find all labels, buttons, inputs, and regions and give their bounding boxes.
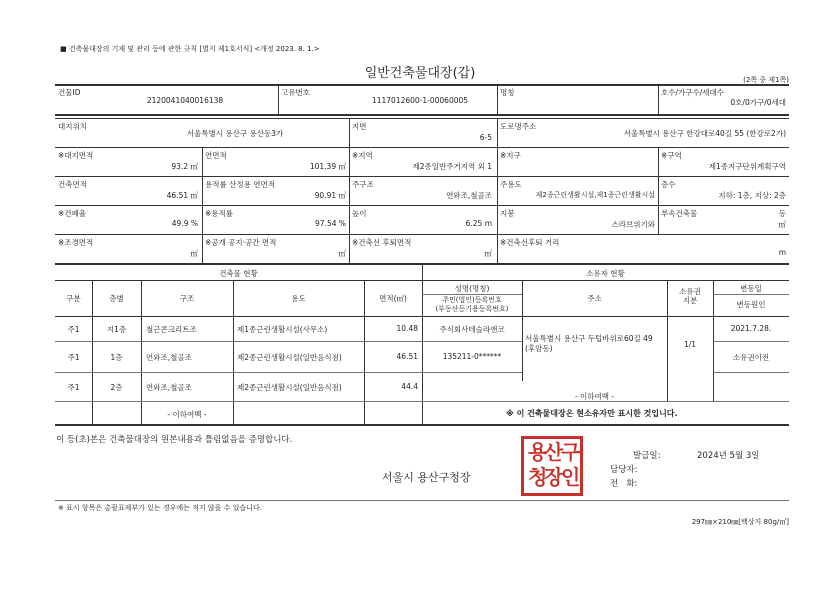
issue-date: 2024년 5월 3일 <box>697 451 760 461</box>
site-location-label: 대지위치 <box>58 122 87 131</box>
col-floor: 층별 <box>109 294 124 303</box>
owner-note: ※ 이 건축물대장은 현소유자만 표시한 것입니다. <box>506 409 678 418</box>
owner-name: 주식회사테슬라앤코 <box>439 325 505 334</box>
main-use: 제2종근린생활시설,제1종근린생활시설 <box>535 191 655 199</box>
row2-use: 제2종근린생활시설(일반음식점) <box>237 353 342 362</box>
col-change-reason: 변동원인 <box>736 300 766 309</box>
open-space-label: ※공개 공지·공간 면적 <box>205 238 277 247</box>
households: 0호/0가구/0세대 <box>730 98 786 107</box>
road-address-label: 도로명주소 <box>500 122 537 131</box>
building-id: 2120041040016138 <box>146 96 224 105</box>
total-floor-area-label: 연면적 <box>205 151 227 160</box>
road-address: 서울특별시 용산구 한강대로40길 55 (한강로2가) <box>623 129 786 138</box>
building-area: 46.51 ㎡ <box>166 191 198 200</box>
col-owner-name: 성명(명칭) <box>454 284 490 293</box>
owner-id: 135211-0****** <box>442 352 502 361</box>
owner-address: 서울특별시 용산구 두텁바위로60길 49 (후암동) <box>525 334 653 353</box>
far-floor-area-label: 용적률 산정용 연면적 <box>205 180 275 189</box>
bcr-label: ※건폐율 <box>58 209 87 218</box>
main-structure: 연와조,철골조 <box>446 191 492 200</box>
lot-no: 6-5 <box>479 133 492 142</box>
page-title: 일반건축물대장(갑) <box>364 66 476 81</box>
row1-structure: 철근콘크리트조 <box>146 325 197 334</box>
row1-use: 제1종근린생활시설(사무소) <box>237 325 328 334</box>
row2-floor: 1층 <box>110 353 123 362</box>
officer-label: 담당자: <box>610 465 638 475</box>
total-floor-area: 101.39 ㎡ <box>309 162 346 171</box>
building-blank: - 이하여백 - <box>167 410 207 419</box>
floors-label: 층수 <box>661 180 676 189</box>
annex-count: 동 <box>778 209 786 218</box>
open-space: ㎡ <box>338 249 346 258</box>
floors: 지하: 1층, 지상: 2층 <box>718 191 786 200</box>
issuer: 서울시 용산구청장 <box>382 471 471 484</box>
footnote: ※ 표시 항목은 총괄표제부가 있는 경우에는 적지 않을 수 있습니다. <box>58 504 262 512</box>
households-label: 호수/가구수/세대수 <box>661 88 725 97</box>
far-label: ※용적률 <box>205 209 234 218</box>
row3-division: 주1 <box>67 383 80 392</box>
owner-change-date: 2021.7.28. <box>730 324 772 333</box>
setback-dist-label: ※건축선후퇴 거리 <box>500 238 560 247</box>
row2-area: 46.51 <box>396 352 418 361</box>
col-address: 주소 <box>587 294 602 303</box>
bcr: 49.9 % <box>171 219 198 228</box>
setback-area: ㎡ <box>484 249 492 258</box>
annex-area: ㎡ <box>778 220 786 229</box>
setback-area-label: ※건축선 후퇴면적 <box>352 238 412 247</box>
phone-label: 전 화: <box>610 479 638 489</box>
owner-status-title: 소유자 현황 <box>586 269 625 278</box>
name-label: 명칭 <box>500 88 515 97</box>
col-change-date: 변동일 <box>740 284 762 293</box>
setback-dist: m <box>778 248 786 257</box>
building-area-label: 건축면적 <box>58 180 87 189</box>
row1-division: 주1 <box>67 325 80 334</box>
sector-label: ※구역 <box>661 151 682 160</box>
building-id-label: 건물ID <box>58 88 81 97</box>
owner-blank: - 이하여백 - <box>574 392 615 401</box>
height: 6.25 m <box>465 219 492 228</box>
regulation-note: ■ 건축물대장의 기재 및 관리 등에 관한 규칙 [별지 제1호서식] <개정 2023. 8. 1.> <box>60 45 320 53</box>
roof-label: 지붕 <box>500 209 515 218</box>
col-share: 소유권 지분 <box>679 287 701 305</box>
unique-no-label: 고유번호 <box>281 88 310 97</box>
paper-spec: 297㎜×210㎜[백상지 80g/㎡] <box>691 518 789 526</box>
col-area: 면적(㎡) <box>379 294 407 303</box>
col-structure: 구조 <box>179 294 195 303</box>
owner-share: 1/1 <box>683 340 697 349</box>
col-use: 용도 <box>291 294 306 303</box>
row3-structure: 연와조,철골조 <box>146 383 192 392</box>
site-area: 93.2 ㎡ <box>171 162 198 171</box>
row2-division: 주1 <box>67 353 80 362</box>
lot-no-label: 지번 <box>352 122 367 131</box>
building-status-title: 건축물 현황 <box>219 269 258 278</box>
district-label: ※지구 <box>500 151 521 160</box>
col-owner-id: 주민(법인)등록번호 (부동산등기용등록번호) <box>435 296 509 313</box>
height-label: 높이 <box>352 209 367 218</box>
far-floor-area: 90.91 ㎡ <box>314 191 346 200</box>
owner-change-reason: 소유권이전 <box>732 353 770 362</box>
issue-date-label: 발급일: <box>633 451 661 461</box>
zone-label: ※지역 <box>352 151 373 160</box>
zone: 제2종일반주거지역 외 1 <box>412 162 492 171</box>
row3-floor: 2층 <box>110 383 123 392</box>
annex-label: 부속건축물 <box>661 209 698 218</box>
unique-no: 1117012600-1-00060005 <box>371 96 469 105</box>
landscape: ㎡ <box>190 249 198 258</box>
row3-area: 44.4 <box>401 382 418 391</box>
row2-structure: 연와조,철골조 <box>146 353 192 362</box>
main-use-label: 주용도 <box>500 180 522 189</box>
sector: 제1종지구단위계획구역 <box>708 162 786 171</box>
row3-use: 제2종근린생활시설(일반음식점) <box>237 383 342 392</box>
col-division: 구분 <box>66 294 81 303</box>
official-seal: 용 산 구 청 장 인 <box>521 436 583 496</box>
roof: 스라브위기와 <box>611 220 655 229</box>
site-location: 서울특별시 용산구 용산동3가 <box>186 129 284 138</box>
top-border <box>55 84 789 86</box>
row1-area: 10.48 <box>396 324 418 333</box>
main-structure-label: 주구조 <box>352 180 374 189</box>
page-info: (2쪽 중 제1쪽) <box>743 76 789 84</box>
certify-text: 이 등(초)본은 건축물대장의 원본내용과 틀림없음을 증명합니다. <box>56 435 293 445</box>
far: 97.54 % <box>315 219 346 228</box>
site-area-label: ※대지면적 <box>58 151 94 160</box>
landscape-label: ※조경면적 <box>58 238 94 247</box>
row1-floor: 지1층 <box>106 325 127 334</box>
